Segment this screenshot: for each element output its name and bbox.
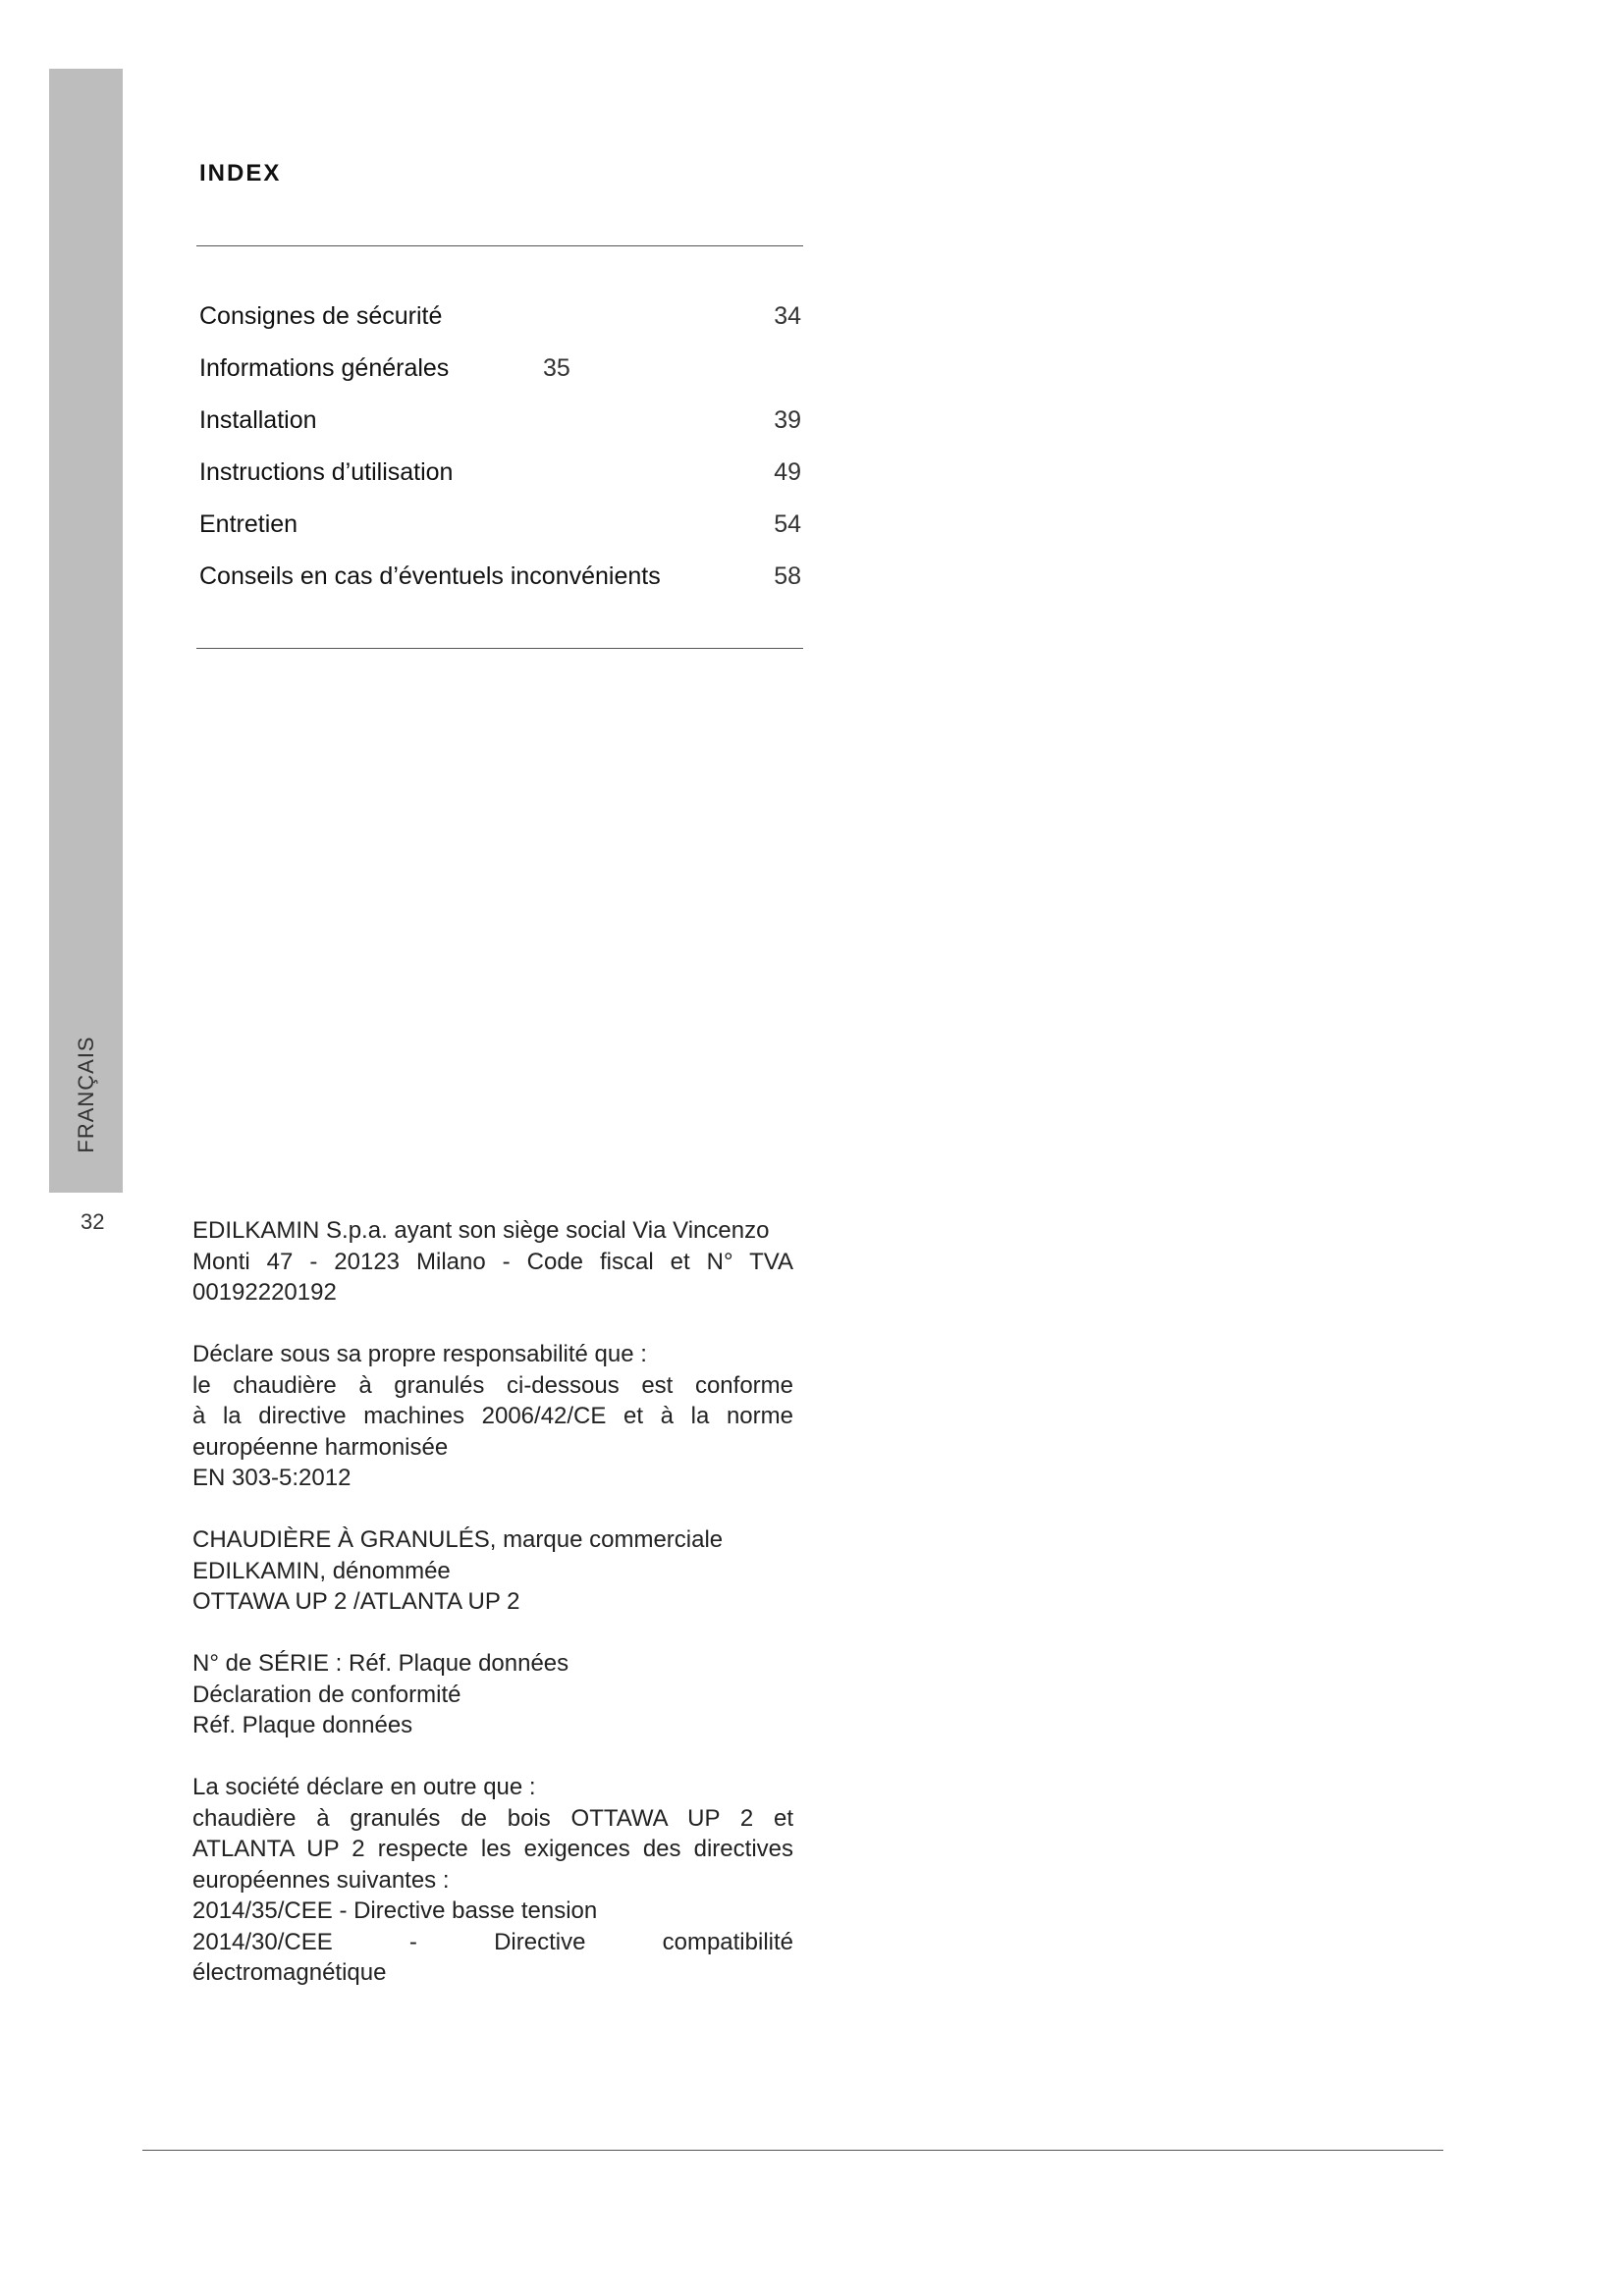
toc-entry-label: Conseils en cas d’éventuels inconvénients — [199, 562, 661, 590]
toc-entry-label: Entretien — [199, 510, 298, 538]
text-line: 00192220192 — [192, 1279, 337, 1306]
text-line: EDILKAMIN, dénommée — [192, 1557, 451, 1584]
toc-entry-page: 34 — [774, 302, 801, 330]
table-of-contents — [199, 302, 803, 614]
declaration-of-conformity — [192, 1215, 793, 2019]
text-line: européenne harmonisée — [192, 1433, 449, 1461]
text-line: OTTAWA UP 2 /ATLANTA UP 2 — [192, 1588, 520, 1615]
toc-entry-troubleshooting[interactable] — [199, 562, 803, 614]
text-line: européennes suivantes : — [192, 1866, 450, 1894]
footer-divider — [142, 2150, 1443, 2151]
text-line: EN 303-5:2012 — [192, 1465, 352, 1491]
directives-paragraph — [192, 1772, 793, 1989]
text-line: à la directive machines 2006/42/CE et à la norme — [192, 1403, 793, 1429]
text-line: Réf. Plaque données — [192, 1712, 413, 1738]
text-line: La société déclare en outre que : — [192, 1774, 536, 1800]
company-paragraph — [192, 1215, 793, 1308]
text-line: N° de SÉRIE : Réf. Plaque données — [192, 1650, 569, 1677]
language-label: FRANÇAIS — [73, 1036, 98, 1153]
index-title: INDEX — [199, 160, 282, 187]
index-bottom-divider — [196, 648, 803, 649]
toc-entry-label: Instructions d’utilisation — [199, 458, 454, 486]
text-line: CHAUDIÈRE À GRANULÉS, marque commerciale — [192, 1526, 724, 1553]
toc-entry-label: Installation — [199, 406, 317, 434]
toc-entry-label: Consignes de sécurité — [199, 302, 443, 330]
text-line: 2014/35/CEE - Directive basse tension — [192, 1897, 598, 1924]
toc-entry-installation[interactable] — [199, 406, 803, 458]
language-sidebar — [49, 69, 123, 1193]
text-line: 2014/30/CEE - Directive compatibilité — [192, 1928, 793, 1955]
toc-entry-label: Informations générales — [199, 354, 450, 382]
text-line: EDILKAMIN S.p.a. ayant son siège social Via Vincenzo — [192, 1217, 770, 1244]
toc-entry-safety[interactable] — [199, 302, 803, 354]
toc-entry-maintenance[interactable] — [199, 510, 803, 562]
toc-entry-page: 39 — [774, 406, 801, 434]
index-top-divider — [196, 245, 803, 246]
text-line: ATLANTA UP 2 respecte les exigences des directives — [192, 1836, 793, 1862]
text-line: Déclaration de conformité — [192, 1681, 461, 1708]
toc-entry-page: 35 — [543, 354, 570, 382]
product-paragraph — [192, 1524, 793, 1618]
text-line: le chaudière à granulés ci-dessous est conforme — [192, 1371, 793, 1399]
toc-entry-page: 49 — [774, 458, 801, 486]
toc-entry-usage[interactable] — [199, 458, 803, 510]
text-line: chaudière à granulés de bois OTTAWA UP 2 et — [192, 1804, 793, 1832]
toc-entry-general-info[interactable] — [199, 354, 803, 406]
serial-paragraph — [192, 1648, 793, 1741]
text-line: électromagnétique — [192, 1959, 387, 1986]
statement-paragraph — [192, 1339, 793, 1494]
text-line: Monti 47 - 20123 Milano - Code fiscal et N° TVA — [192, 1248, 793, 1275]
language-label-box — [49, 1031, 123, 1158]
page-number: 32 — [81, 1209, 105, 1234]
text-line: Déclare sous sa propre responsabilité que : — [192, 1341, 647, 1367]
toc-entry-page: 58 — [774, 562, 801, 590]
toc-entry-page: 54 — [774, 510, 801, 538]
